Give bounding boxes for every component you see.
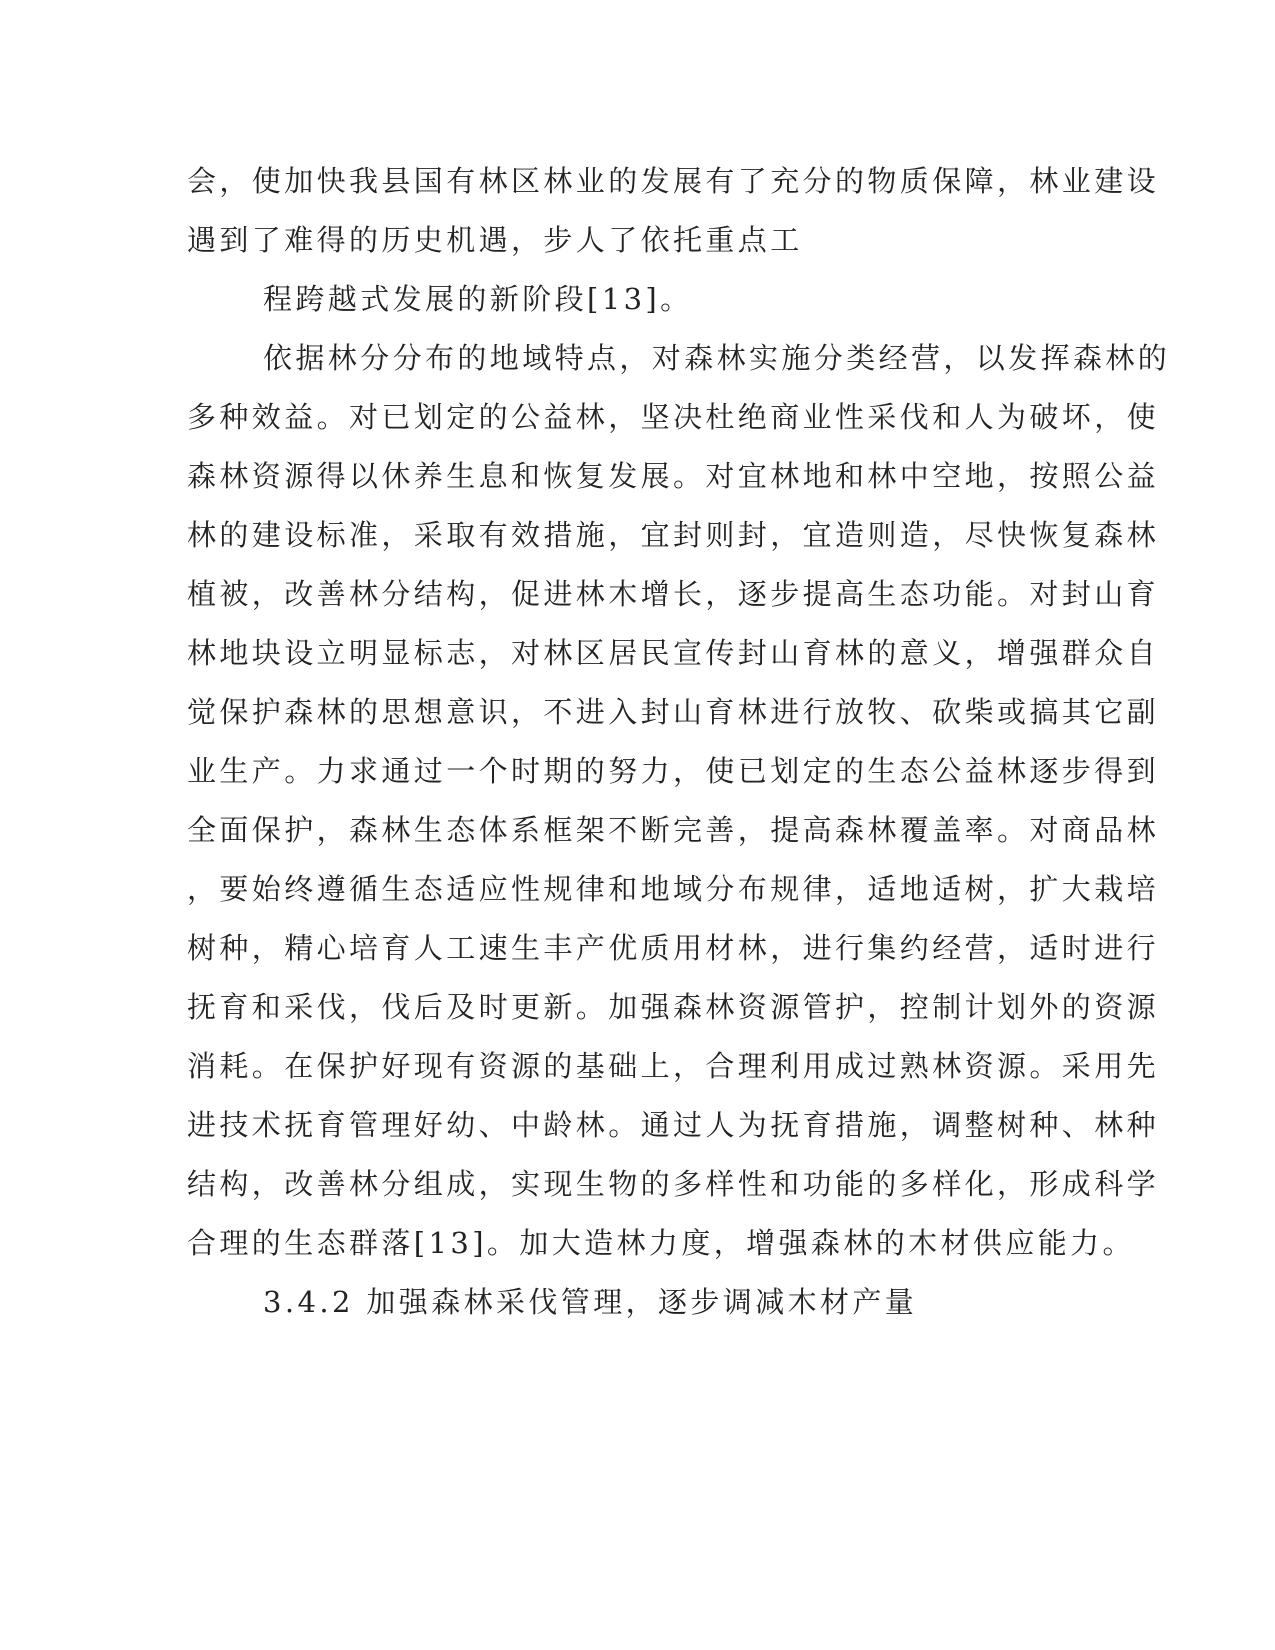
paragraph-start-line: 依据林分分布的地域特点，对森林实施分类经营，以发挥森林的 — [263, 341, 1171, 375]
text-line: 抚育和采伐，伐后及时更新。加强森林资源管护，控制计划外的资源 — [187, 990, 1160, 1024]
text-line: 多种效益。对已划定的公益林，坚决杜绝商业性采伐和人为破坏，使 — [187, 400, 1160, 434]
text-line: 合理的生态群落[13]。加大造林力度，增强森林的木材供应能力。 — [187, 1226, 1135, 1260]
text-line: 森林资源得以休养生息和恢复发展。对宜林地和林中空地，按照公益 — [187, 459, 1160, 493]
text-line: 进技术抚育管理好幼、中龄林。通过人为抚育措施，调整树种、林种 — [187, 1108, 1160, 1142]
text-line: ，要始终遵循生态适应性规律和地域分布规律，适地适树，扩大栽培 — [187, 872, 1160, 906]
section-heading: 3.4.2 加强森林采伐管理，逐步调减木材产量 — [263, 1285, 918, 1319]
text-line: 林的建设标准，采取有效措施，宜封则封，宜造则造，尽快恢复森林 — [187, 518, 1160, 552]
text-line: 程跨越式发展的新阶段[13]。 — [263, 282, 693, 316]
text-line: 全面保护，森林生态体系框架不断完善，提高森林覆盖率。对商品林 — [187, 813, 1160, 847]
text-line: 结构，改善林分组成，实现生物的多样性和功能的多样化，形成科学 — [187, 1167, 1160, 1201]
text-line: 消耗。在保护好现有资源的基础上，合理利用成过熟林资源。采用先 — [187, 1049, 1160, 1083]
text-line: 业生产。力求通过一个时期的努力，使已划定的生态公益林逐步得到 — [187, 754, 1160, 788]
text-line: 觉保护森林的思想意识，不进入封山育林进行放牧、砍柴或搞其它副 — [187, 695, 1160, 729]
text-line: 林地块设立明显标志，对林区居民宣传封山育林的意义，增强群众自 — [187, 636, 1160, 670]
text-line: 植被，改善林分结构，促进林木增长，逐步提高生态功能。对封山育 — [187, 577, 1160, 611]
text-line: 遇到了难得的历史机遇，步人了依托重点工 — [187, 223, 803, 257]
text-line: 会，使加快我县国有林区林业的发展有了充分的物质保障，林业建设 — [187, 164, 1160, 198]
text-line: 树种，精心培育人工速生丰产优质用材林，进行集约经营，适时进行 — [187, 931, 1160, 965]
